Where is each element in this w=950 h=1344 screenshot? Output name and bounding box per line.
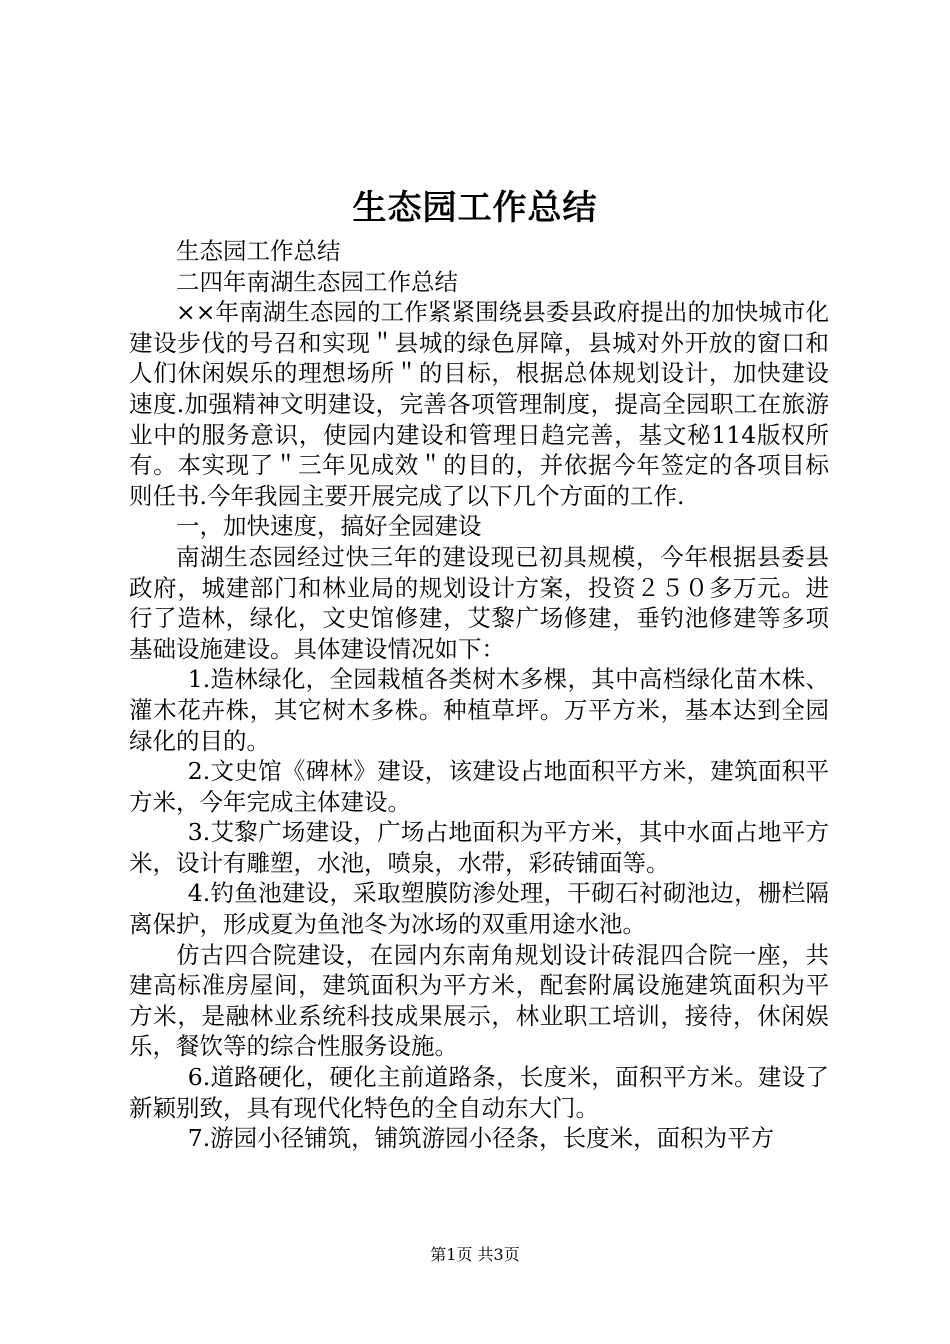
paragraph-intro: ××年南湖生态园的工作紧紧围绕县委县政府提出的加快城市化建设步伐的号召和实现＂县城的绿色屏障，县城对外开放的窗口和人们休闲娱乐的理想场所＂的目标，根据总体规划设计，加快建设速度.加强精神文明建设，完善各项管理制度，提高全园职工在旅游业中的服务意识，使园内建设和管理日趋完善，基文秘114版权所有。本实现了＂三年见成效＂的目的，并依据今年签定的各项目标则任书.今年我园主要开展完成了以下几个方面的工作. bbox=[129, 298, 829, 510]
page-title: 生态园工作总结 bbox=[352, 188, 598, 228]
item-fishing-pond: 4.钓鱼池建设，采取塑膜防渗处理，干砌石衬砌池边，栅栏隔离保护，形成夏为鱼池冬为冰场的双重用途水池。 bbox=[129, 879, 829, 939]
item-museum: 2.文史馆《碑林》建设，该建设占地面积平方米，建筑面积平方米，今年完成主体建设。 bbox=[129, 757, 829, 816]
paragraph-construction-overview: 南湖生态园经过快三年的建设现已初具规模，今年根据县委县政府，城建部门和林业局的规划设计方案，投资２５０多万元。进行了造林，绿化，文史馆修建，艾黎广场修建，垂钓池修建等多项基础设施建设。具体建设情况如下： bbox=[129, 542, 829, 663]
paragraph-report-title: 二四年南湖生态园工作总结 bbox=[176, 267, 458, 296]
paragraph-subtitle: 生态园工作总结 bbox=[176, 237, 341, 265]
item-courtyard: 仿古四合院建设，在园内东南角规划设计砖混四合院一座，共建高标准房屋间，建筑面积为平方米，配套附属设施建筑面积为平方米，是融林业系统科技成果展示，林业职工培训，接待，休闲娱乐，餐饮等的综合性服务设施。 bbox=[129, 940, 829, 1061]
item-plaza: 3.艾黎广场建设，广场占地面积为平方米，其中水面占地平方米，设计有雕塑，水池，喷泉，水带，彩砖铺面等。 bbox=[129, 818, 829, 877]
item-afforestation: 1.造林绿化，全园栽植各类树木多棵，其中高档绿化苗木株、灌木花卉株，其它树木多株。种植草坪。万平方米，基本达到全园绿化的目的。 bbox=[129, 665, 829, 755]
document-body bbox=[129, 236, 829, 1154]
item-roads: 6.道路硬化，硬化主前道路条，长度米，面积平方米。建设了新颖别致，具有现代化特色的全自动东大门。 bbox=[129, 1063, 829, 1122]
item-paths: 7.游园小径铺筑，铺筑游园小径条，长度米，面积为平方 bbox=[187, 1124, 775, 1153]
section-heading-construction: 一，加快速度，搞好全园建设 bbox=[176, 512, 482, 541]
page-number: 第1页 共3页 bbox=[430, 1245, 520, 1264]
